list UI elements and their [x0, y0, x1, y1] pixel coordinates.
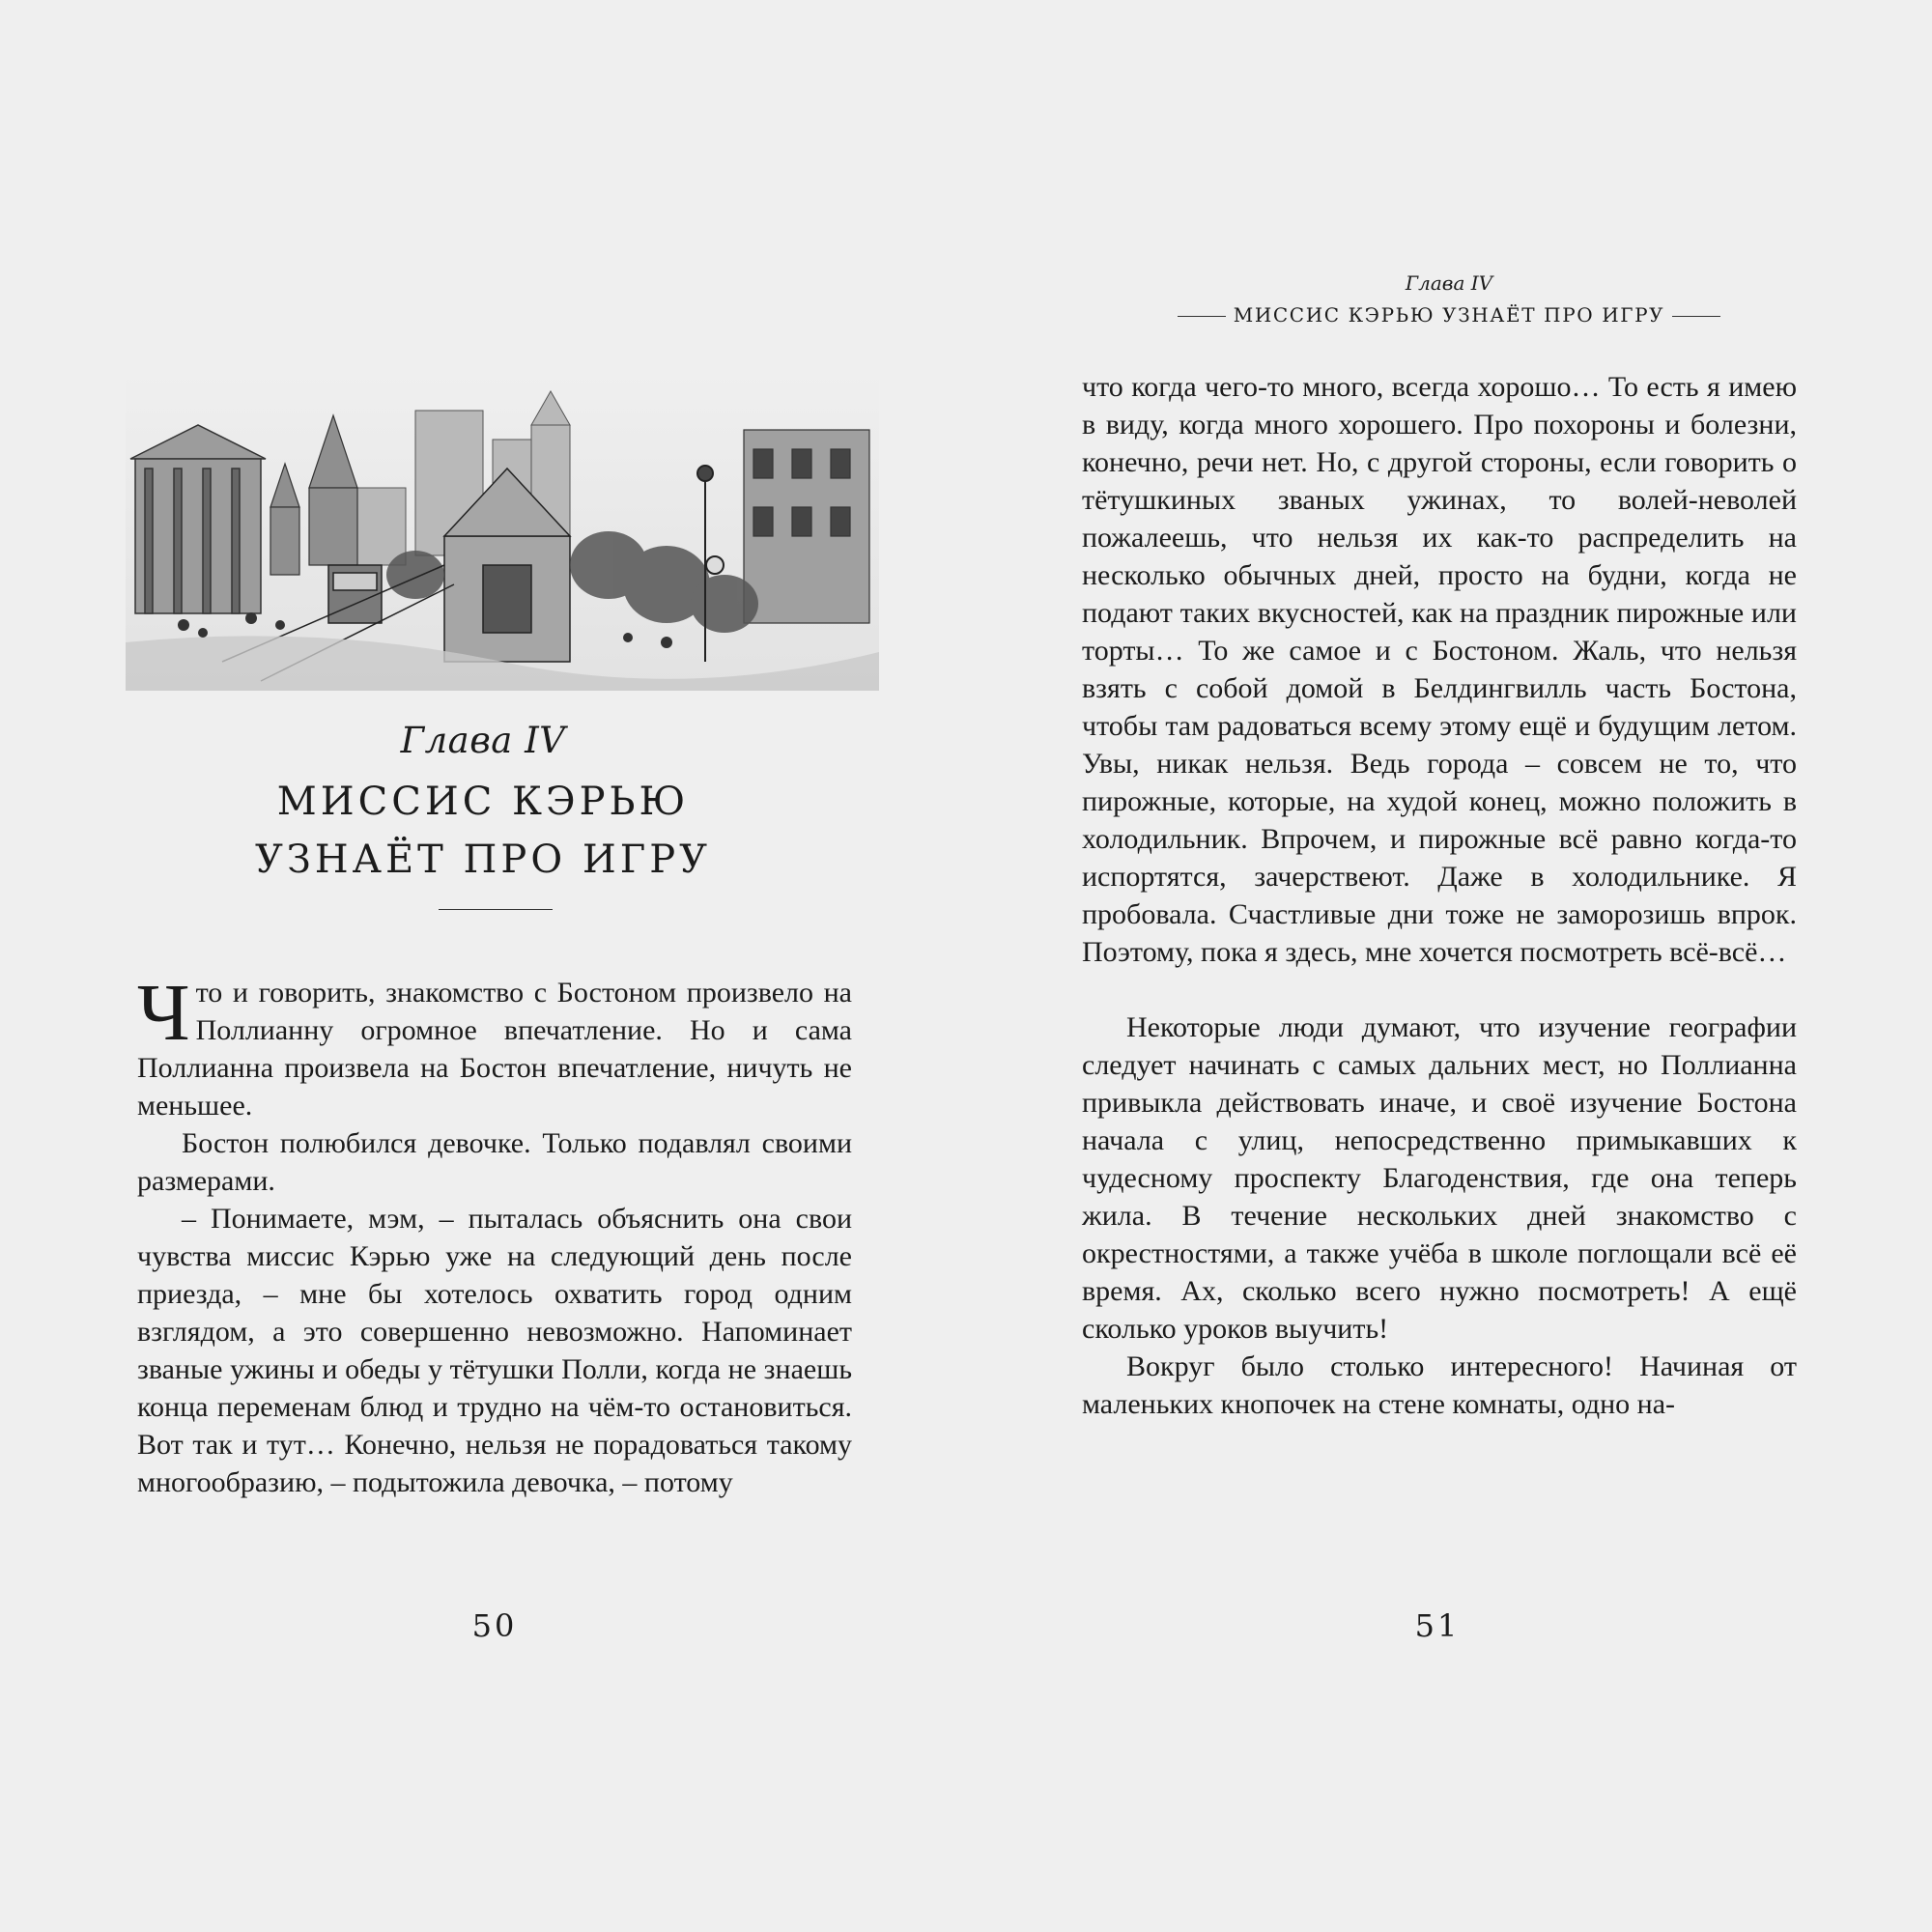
drop-cap: Ч: [137, 968, 190, 1058]
chapter-title: [0, 773, 966, 889]
paragraph: – Понимаете, мэм, – пыталась объяснить она свои чувства миссис Кэрью уже на следующий день после приезда, – мне бы хотелось охватить город одним взглядом, а это совершенно невозможно. Напоминает званые ужины и обеды у тётушки Полли, когда не знаешь конца переменам блюд и трудно на чём-то остановиться. Вот так и тут… Конечно, нельзя не порадоваться такому многообразию, – подытожила девочка, – потому: [137, 1203, 852, 1498]
paragraph: Вокруг было столько интересного! Начиная от маленьких кнопочек на стене комнаты, одно на-: [1082, 1350, 1797, 1420]
running-head-title: МИССИС КЭРЬЮ УЗНАЁТ ПРО ИГРУ: [966, 303, 1932, 327]
right-body-text: [1082, 368, 1797, 1423]
city-street-illustration: [126, 372, 879, 691]
running-head-dash: [1178, 316, 1226, 317]
paragraph: Некоторые люди думают, что изучение географии следует начинать с самых дальних мест, но Поллианна привыкла действовать иначе, и своё изучение Бостона начала с улиц, непосредственно примыкавших к чудесному проспекту Благоденствия, где она теперь жила. В течение нескольких дней знакомство с окрестностями, а также учёба в школе поглощали всё её время. Ах, сколько всего нужно посмотреть! А ещё сколько уроков выучить!: [1082, 1011, 1797, 1345]
illustration-drawing: [126, 372, 879, 691]
chapter-label: Глава IV: [400, 720, 566, 761]
paragraph: Что и говорить, знакомство с Бостоном произвело на Поллианну огромное впечатление. Но и сама Поллианна произвела на Бостон впечатление, ничуть не меньшее.: [137, 968, 852, 1122]
running-head-label: Глава IV: [1405, 271, 1493, 295]
page-number: 51: [1414, 1607, 1461, 1644]
left-body-text: [137, 968, 852, 1501]
right-page: [966, 0, 1932, 1932]
chapter-title-line1: МИССИС КЭРЬЮ: [276, 780, 690, 824]
running-head-dash: [1672, 316, 1720, 317]
chapter-title-line2: УЗНАЁТ ПРО ИГРУ: [254, 838, 712, 882]
paragraph: что когда чего-то много, всегда хорошо… То есть я имею в виду, когда много хорошего. Про похороны и болезни, конечно, речи нет. Но, с другой стороны, если говорить о тётушкиных званых ужинах, то волей-неволей пожалеешь, что нельзя их как-то распределить на несколько обычных дней, просто на будни, когда не подают таких вкусностей, как на праздник пирожные или торты… То же самое и с Бостоном. Жаль, что нельзя взять с собой домой в Белдингвилль часть Бостона, чтобы там радоваться всему этому ещё и будущим летом. Увы, никак нельзя. Ведь города – совсем не то, что пирожные, которые, на худой конец, можно положить в холодильник. Впрочем, и пирожные всё равно когда-то испортятся, зачерствеют. Даже в холодильнике. Я пробовала. Счастливые дни тоже не заморозишь впрок. Поэтому, пока я здесь, мне хочется посмотреть всё-всё…: [1082, 371, 1797, 968]
paragraph: Бостон полюбился девочке. Только подавлял своими размерами.: [137, 1127, 852, 1197]
page-number: 50: [471, 1607, 518, 1644]
chapter-divider: [439, 909, 553, 910]
